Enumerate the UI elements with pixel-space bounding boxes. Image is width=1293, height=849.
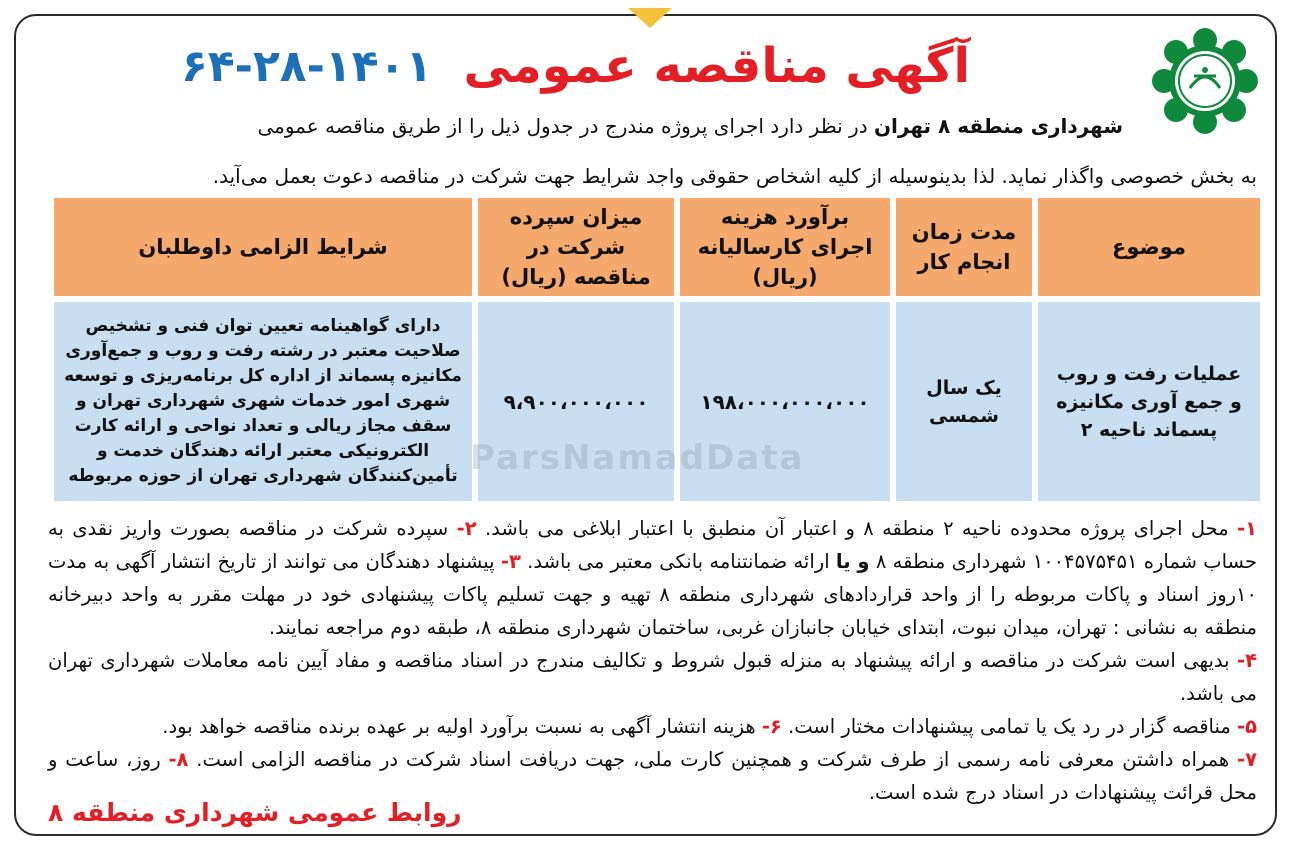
clause-8-number: ۸-	[168, 748, 189, 771]
cell-subject: عملیات رفت و روب و جمع آوری مکانیزه پسماند ناحیه ۲	[1038, 302, 1260, 501]
clause-1-text: محل اجرای پروژه محدوده ناحیه ۲ منطقه ۸ و اعتبار آن منطبق با اعتبار ابلاغی می باشد.	[476, 517, 1237, 540]
clause-5-text: مناقصه گزار در رد یک یا تمامی پیشنهادات مختار است.	[781, 715, 1237, 738]
clause-4-text: بدیهی است شرکت در مناقصه و ارائه پیشنهاد به منزله قبول شروط و تکالیف مندرج در اسناد مناقصه و مفاد آیین نامه معاملات شهرداری تهران می باشد.	[48, 649, 1257, 705]
clause-6-number: ۶-	[761, 715, 782, 738]
top-notch-decoration	[628, 8, 672, 28]
intro-text-1: در نظر دارد اجرای پروژه مندرج در جدول ذیل را از طریق مناقصه عمومی	[257, 114, 874, 138]
clause-4-number: ۴-	[1237, 649, 1257, 672]
clause-1-number: ۱-	[1237, 517, 1257, 540]
intro-line-2: به بخش خصوصی واگذار نماید. لذا بدینوسیله از کلیه اشخاص حقوقی واجد شرایط جهت شرکت در مناقصه دعوت بعمل می‌آید.	[212, 164, 1257, 188]
table-header-row	[54, 198, 1260, 296]
header-duration: مدت زمان انجام کار	[896, 198, 1032, 296]
clause-3-number: ۳-	[500, 550, 521, 573]
cell-deposit: ۹،۹۰۰،۰۰۰،۰۰۰	[478, 302, 674, 501]
tehran-municipality-logo-icon	[1150, 26, 1260, 136]
cell-estimate: ۱۹۸،۰۰۰،۰۰۰،۰۰۰	[680, 302, 890, 501]
notice-title: آگهی مناقصه عمومی	[463, 38, 970, 94]
clause-5-number: ۵-	[1237, 715, 1257, 738]
header-deposit: میزان سپرده شرکت در مناقصه (ریال)	[478, 198, 674, 296]
clause-8-text: روز، ساعت و محل قرائت پیشنهادات در اسناد درج شده است.	[48, 748, 1257, 804]
watermark-text: ParsNamadData	[470, 438, 805, 478]
title-row	[180, 38, 970, 108]
clause-2-end: ارائه ضمانتنامه بانکی معتبر می باشد.	[520, 550, 836, 573]
clause-2-bold: و یا	[835, 550, 870, 573]
clauses-block	[48, 512, 1257, 809]
clause-2-text: سپرده شرکت در مناقصه بصورت واریز نقدی به حساب شماره ۱۰۰۴۵۷۵۴۵۱ شهرداری منطقه ۸	[48, 517, 1258, 573]
clause-7-text: همراه داشتن معرفی نامه رسمی از طرف شرکت و همچنین کارت ملی، جهت دریافت اسناد شرکت در مناقصه الزامی است.	[188, 748, 1238, 771]
footer-signature: روابط عمومی شهرداری منطقه ۸	[48, 798, 462, 827]
header-estimate: برآورد هزینه اجرای کارسالیانه (ریال)	[680, 198, 890, 296]
clause-3-text: پیشنهاد دهندگان می توانند از تاریخ انتشار آگهی به مدت ۱۰روز اسناد و پاکات مربوطه را از واحد قراردادهای شهرداری منطقه ۸ تهیه و جهت تسلیم پاکات پیشنهادی خود در مهلت مقرر به واحد دبیرخانه منطقه به نشانی : تهران، میدان نبوت، ابتدای خیابان جانبازان غربی، ساختمان شهرداری منطقه ۸، طبقه دوم مراجعه نمایند.	[48, 550, 1257, 639]
header-conditions: شرایط الزامی داوطلبان	[54, 198, 472, 296]
intro-line-1	[70, 110, 1123, 142]
cell-duration: یک سال شمسی	[896, 302, 1032, 501]
clause-6-text: هزینه انتشار آگهی به نسبت برآورد اولیه بر عهده برنده مناقصه خواهد بود.	[162, 715, 762, 738]
notice-number: ۶۴-۲۸-۱۴۰۱	[180, 40, 433, 92]
organization-name: شهرداری منطقه ۸ تهران	[873, 114, 1123, 138]
clause-7-number: ۷-	[1237, 748, 1258, 771]
cell-conditions: دارای گواهینامه تعیین توان فنی و تشخیص صلاحیت معتبر در رشته رفت و روب و جمع‌آوری مکانیزه پسماند از اداره کل برنامه‌ریزی و توسعه شهری امور خدمات شهری شهرداری تهران و سقف مجاز ریالی و تعداد نواحی و ارائه کارت الکترونیکی معتبر ارائه دهندگان خدمت و تأمین‌کنندگان شهرداری تهران از حوزه مربوطه	[54, 302, 472, 501]
header-subject: موضوع	[1038, 198, 1260, 296]
clause-2-number: ۲-	[456, 517, 477, 540]
